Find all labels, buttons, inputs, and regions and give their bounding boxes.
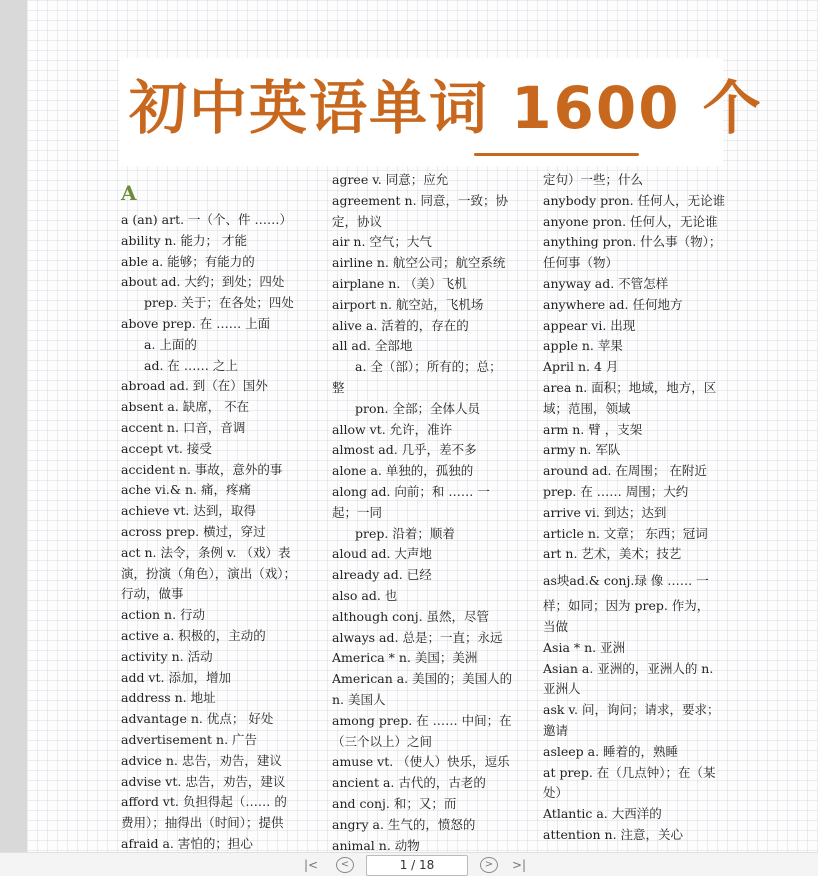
entry-line: ancient a. 古代的，古老的 [332, 775, 486, 791]
entry-line: asleep a. 睡着的，熟睡 [543, 743, 679, 759]
entry-line: April n. 4 月 [543, 359, 619, 375]
entry-line: prep. 在 …… 周围；大约 [543, 483, 689, 499]
entry-line: accident n. 事故，意外的事 [121, 461, 283, 477]
entry-line: attention n. 注意，关心 [543, 826, 684, 842]
entry-line: activity n. 活动 [121, 648, 213, 664]
previous-page-button[interactable]: < [336, 857, 354, 873]
entry-line: 邀请 [543, 722, 569, 738]
entry-line: add vt. 添加，增加 [121, 669, 231, 685]
entry-line: army n. 军队 [543, 442, 621, 458]
entry-line: airport n. 航空站，飞机场 [332, 296, 484, 312]
entry-line: absent a. 缺席， 不在 [121, 399, 250, 415]
entry-line: 整 [332, 379, 345, 395]
entry-line: alive a. 活着的，存在的 [332, 317, 469, 333]
entry-line: art n. 艺术，美术；技艺 [543, 546, 682, 562]
entry-line: across prep. 横过，穿过 [121, 523, 266, 539]
entry-line: American a. 美国的；美国人的 [332, 671, 513, 687]
entry-line: 定句）一些；什么 [543, 172, 644, 187]
entry-line: 域；范围，领域 [543, 400, 631, 416]
entry-line: at prep. 在（几点钟）；在（某 [543, 764, 716, 780]
entry-line: advertisement n. 广告 [121, 731, 258, 747]
entry-line: although conj. 虽然，尽管 [332, 608, 490, 624]
entry-line: above prep. 在 …… 上面 [121, 315, 271, 331]
entry-line: 亚洲人 [543, 681, 581, 697]
entry-line: 样；如同；因为 prep. 作为， [543, 598, 710, 614]
entry-line: accept vt. 接受 [121, 440, 212, 456]
entry-line: prep. 沿着；顺着 [355, 525, 455, 541]
entry-line: advise vt. 忠告，劝告，建议 [121, 773, 286, 789]
entry-line: 定，协议 [332, 213, 383, 229]
entry-line: already ad. 已经 [332, 567, 432, 583]
entry-line: appear vi. 出现 [543, 317, 636, 333]
entry-line: amuse vt. （使人）快乐，逗乐 [332, 754, 510, 770]
column-2 [332, 170, 530, 852]
entry-line: arrive vi. 到达；达到 [543, 504, 667, 520]
entry-line: ad. 在 …… 之上 [144, 357, 238, 373]
entry-line: apple n. 苹果 [543, 338, 623, 354]
entry-line: airplane n. （美）飞机 [332, 275, 467, 291]
entry-line: act n. 法令，条例 v. （戏）表 [121, 544, 291, 560]
entry-line: agree v. 同意；应允 [332, 172, 449, 187]
entry-line: allow vt. 允许，准许 [332, 421, 453, 437]
entry-line: anything pron. 什么事（物）； [543, 234, 722, 250]
entry-line: Asian a. 亚洲的，亚洲人的 n. [543, 660, 714, 676]
entry-line: advice n. 忠告，劝告，建议 [121, 752, 282, 768]
entry-line: a. 上面的 [144, 336, 197, 352]
last-page-button[interactable]: >| [511, 858, 527, 872]
entry-line: almost ad. 几乎，差不多 [332, 442, 477, 458]
entry-line: 任何事（物） [543, 255, 619, 271]
entry-line: as坱ad.& conj.琭 像 …… 一 [543, 573, 709, 589]
entry-line: afraid a. 害怕的；担心 [121, 835, 253, 851]
page-navigation-bar [0, 852, 818, 876]
document-page [27, 0, 818, 852]
column-1 [121, 170, 319, 852]
entry-line: 处） [543, 785, 569, 801]
entry-line: article n. 文章； 东西；冠词 [543, 525, 708, 541]
entry-line: along ad. 向前；和 …… 一 [332, 483, 490, 499]
entry-line: angry a. 生气的，愤怒的 [332, 816, 476, 832]
title-banner [119, 58, 763, 166]
entry-line: action n. 行动 [121, 607, 206, 623]
entry-line: 起；一同 [332, 504, 383, 520]
entry-line: around ad. 在周围； 在附近 [543, 463, 707, 479]
entry-line: and conj. 和；又；而 [332, 795, 457, 811]
entry-line: a (an) art. 一（个、件 ……） [121, 212, 293, 227]
entry-line: 行动，做事 [121, 586, 184, 602]
entry-line: anybody pron. 任何人，无论谁 [543, 192, 726, 208]
entry-line: （三个以上）之间 [332, 733, 433, 749]
next-page-button[interactable]: > [480, 857, 498, 873]
entry-line: anyway ad. 不管怎样 [543, 275, 669, 291]
entry-line: advantage n. 优点； 好处 [121, 711, 274, 727]
entry-line: pron. 全部；全体人员 [355, 400, 481, 416]
entry-line: anyone pron. 任何人，无论谁 [543, 213, 718, 229]
page-title: 初中英语单词 1600 个 [129, 74, 763, 142]
entry-line: among prep. 在 …… 中间；在 [332, 712, 512, 728]
page-number-field[interactable]: 1 / 18 [366, 855, 468, 876]
entry-line: 费用）；抽得出（时间）；提供 [121, 815, 284, 831]
entry-line: air n. 空气；大气 [332, 234, 432, 250]
entry-line: all ad. 全部地 [332, 338, 413, 354]
viewer-gutter [0, 0, 27, 852]
entry-line: ability n. 能力； 才能 [121, 232, 247, 248]
entry-line: ask v. 问，询问；请求，要求； [543, 702, 720, 718]
entry-line: agreement n. 同意，一致；协 [332, 192, 509, 208]
entry-line: active a. 积极的，主动的 [121, 627, 266, 643]
entry-line: area n. 面积；地域，地方，区 [543, 379, 717, 395]
entry-line: accent n. 口音，音调 [121, 419, 246, 435]
column-3 [543, 170, 743, 846]
entry-line: airline n. 航空公司；航空系统 [332, 255, 506, 271]
entry-line: animal n. 动物 [332, 837, 420, 852]
entry-line: 演，扮演（角色），演出（戏）； [121, 565, 297, 581]
entry-line: prep. 关于；在各处；四处 [144, 295, 294, 311]
entry-line: able a. 能够；有能力的 [121, 253, 255, 269]
entry-line: afford vt. 负担得起（…… 的 [121, 794, 287, 810]
section-letter: A [121, 181, 137, 205]
entry-line: Asia * n. 亚洲 [543, 639, 626, 655]
entry-line: also ad. 也 [332, 587, 398, 603]
entry-line: America * n. 美国；美洲 [332, 650, 478, 666]
entry-line: about ad. 大约；到处；四处 [121, 274, 285, 290]
entry-line: 当做 [543, 618, 569, 634]
first-page-button[interactable]: |< [303, 858, 319, 872]
entry-line: arm n. 臂 ，支架 [543, 421, 643, 437]
entry-line: anywhere ad. 任何地方 [543, 296, 683, 312]
entry-line: Atlantic a. 大西洋的 [543, 806, 662, 822]
entry-line: address n. 地址 [121, 690, 216, 706]
title-underline [474, 153, 639, 156]
entry-line: ache vi.& n. 痛，疼痛 [121, 482, 252, 498]
entry-line: aloud ad. 大声地 [332, 546, 432, 562]
entry-line: achieve vt. 达到，取得 [121, 503, 256, 519]
entry-line: n. 美国人 [332, 691, 386, 707]
entry-line: alone a. 单独的，孤独的 [332, 463, 474, 479]
entry-line: a. 全（部）；所有的；总； [355, 359, 502, 375]
entry-line: abroad ad. 到（在）国外 [121, 378, 268, 394]
entry-line: always ad. 总是；一直；永远 [332, 629, 503, 645]
